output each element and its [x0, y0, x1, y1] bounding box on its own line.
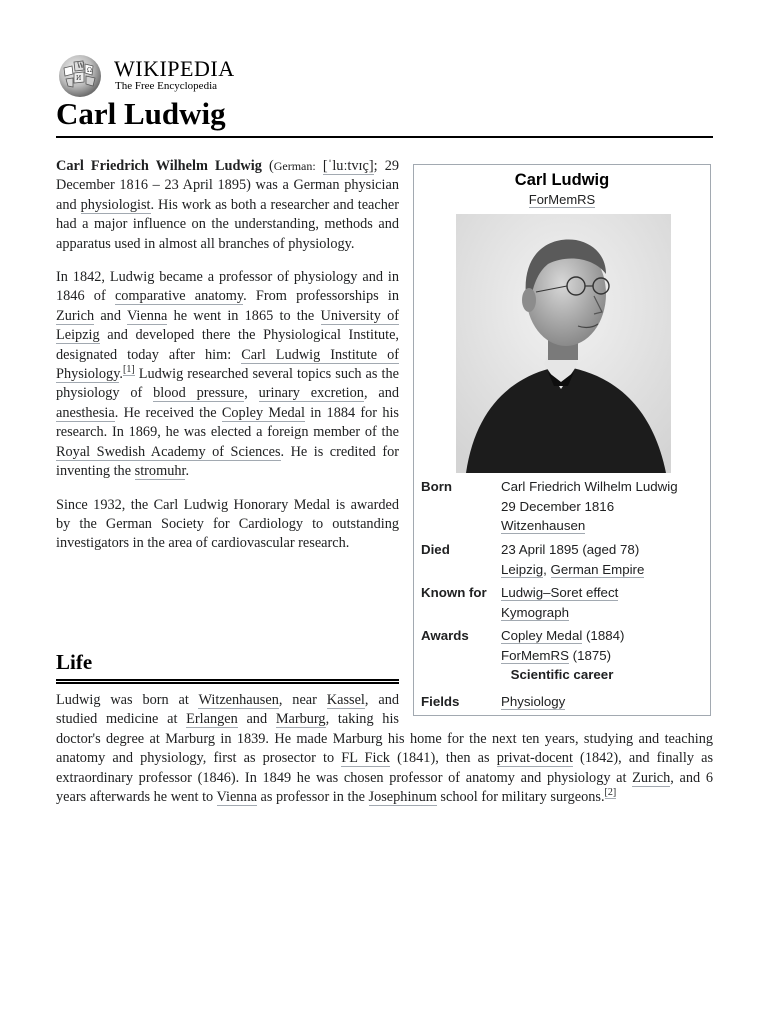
link-erlangen[interactable]: Erlangen: [186, 711, 238, 728]
died-place-link-leipzig[interactable]: Leipzig: [501, 561, 544, 577]
ipa-link[interactable]: [ˈluːtvɪç]: [322, 158, 374, 174]
text: (1841), then as: [389, 750, 497, 767]
lead-paragraph-3: Since 1932, the Carl Ludwig Honorary Medal is awarded by the German Society for Cardiology to outstanding investigators in the area of cardiovascular research.: [56, 496, 399, 552]
link-kassel[interactable]: Kassel: [326, 692, 365, 708]
text: and: [237, 711, 276, 728]
link-marburg[interactable]: Marburg: [275, 711, 326, 728]
infobox-career-header: Scientific career: [510, 667, 614, 682]
lead-paragraph-2: [56, 268, 399, 481]
text: (: [261, 158, 274, 174]
text: , taking his doctor's degree at Marburg in 1839. He made Marburg his home for the next ten years, studying and teaching anatomy and physiology, first as prosector to: [56, 711, 713, 767]
text: . He received the: [114, 404, 222, 421]
portrait-photo[interactable]: [456, 214, 671, 473]
infobox-label-awards: Awards: [421, 628, 469, 643]
link-fl-fick[interactable]: FL Fick: [341, 750, 390, 767]
text: , and: [363, 385, 400, 402]
text: In 1842, Ludwig became a professor of physiology and in 1846 of: [56, 269, 399, 305]
died-place-link-german-empire[interactable]: German Empire: [550, 561, 645, 577]
svg-text:И: И: [76, 75, 82, 82]
link-carl-ludwig-institute[interactable]: Carl Ludwig Institute of Physiology: [56, 346, 400, 383]
link-physiologist[interactable]: physiologist: [80, 196, 151, 213]
infobox-label-born: Born: [421, 479, 453, 494]
link-blood-pressure[interactable]: blood pressure: [153, 385, 245, 402]
lead-section: [56, 157, 399, 568]
born-name: Carl Friedrich Wilhelm Ludwig: [501, 479, 678, 494]
reference-2[interactable]: [2]: [604, 787, 617, 799]
text: .: [185, 463, 190, 480]
link-vienna[interactable]: Vienna: [126, 307, 168, 324]
text: ,: [244, 385, 259, 402]
born-date: 29 December 1816: [501, 498, 615, 514]
infobox-title: Carl Ludwig: [514, 171, 610, 189]
link-privat-docent[interactable]: privat-docent: [496, 750, 573, 767]
text: as professor in the: [256, 789, 369, 806]
separator: ,: [543, 561, 551, 577]
title-divider: [56, 136, 713, 138]
text: Ludwig researched several topics such as the physiology of: [56, 366, 399, 402]
link-university-of-leipzig[interactable]: University of Leipzig: [56, 307, 399, 344]
link-comparative-anatomy[interactable]: comparative anatomy: [114, 288, 244, 305]
text: .: [119, 366, 123, 383]
wikipedia-logo[interactable]: [56, 54, 256, 98]
section-heading-life: Life: [56, 650, 93, 674]
link-zurich[interactable]: Zurich: [632, 769, 671, 786]
born-place-link[interactable]: Witzenhausen: [501, 518, 586, 533]
link-anesthesia[interactable]: anesthesia: [56, 404, 115, 421]
text: , and 6 years afterwards he went to: [56, 769, 714, 806]
infobox-label-fields: Fields: [421, 694, 460, 709]
section-divider: [56, 679, 399, 684]
wikipedia-wordmark: WIKIPEDIA: [114, 56, 235, 81]
link-zurich[interactable]: Zurich: [56, 307, 95, 324]
text: [316, 158, 323, 174]
text: . His work as both a researcher and teacher had a major influence on the understanding, methods and apparatus used in almost all branches of physiology.: [56, 196, 400, 252]
text: ; 29 December 1816 – 23 April 1895) was a German physician and: [56, 158, 400, 213]
award-year: (1875): [568, 647, 612, 663]
died-date: 23 April 1895 (aged 78): [501, 542, 640, 557]
text: (1842), and finally as extraordinary professor (1846). In 1849 he was chosen professor of anatomy and physiology at: [56, 750, 714, 786]
wikipedia-tagline: The Free Encyclopedia: [115, 80, 218, 92]
infobox-label-died: Died: [421, 542, 450, 557]
text: he went in 1865 to the: [167, 307, 321, 324]
svg-text:Ω: Ω: [87, 67, 92, 74]
link-vienna[interactable]: Vienna: [216, 789, 257, 806]
text: . He is credited for inventing the: [56, 443, 399, 480]
text: . From professorships in: [243, 288, 400, 305]
text: Ludwig was born at: [56, 692, 199, 708]
wikipedia-globe-icon: [56, 54, 104, 98]
text: and developed there the Physiological Institute, designated today after him:: [56, 327, 399, 363]
reference-1[interactable]: [1]: [123, 364, 135, 376]
svg-text:W: W: [77, 62, 85, 70]
link-royal-swedish-academy[interactable]: Royal Swedish Academy of Sciences: [56, 443, 281, 460]
link-urinary-excretion[interactable]: urinary excretion: [258, 385, 364, 402]
link-stromuhr[interactable]: stromuhr: [134, 463, 186, 480]
award-link-copley-medal[interactable]: Copley Medal: [501, 628, 583, 643]
award-year: (1884): [582, 628, 625, 643]
award-link-formemrs[interactable]: ForMemRS: [501, 647, 569, 663]
language-label: German:: [273, 159, 316, 173]
text: school for military surgeons.: [436, 789, 605, 806]
known-for-link-kymograph[interactable]: Kymograph: [501, 604, 569, 620]
link-copley-medal[interactable]: Copley Medal: [221, 404, 305, 421]
page-title: Carl Ludwig: [56, 96, 226, 131]
known-for-link-ludwig-soret[interactable]: Ludwig–Soret effect: [501, 585, 619, 600]
infobox-label-known-for: Known for: [421, 585, 487, 600]
infobox: [413, 164, 711, 716]
text: in 1884 for his research. In 1869, he was elected a foreign member of the: [56, 404, 399, 441]
infobox-postnominal-link[interactable]: ForMemRS: [528, 192, 596, 207]
fields-link-physiology[interactable]: Physiology: [501, 694, 566, 709]
link-witzenhausen[interactable]: Witzenhausen: [198, 692, 279, 708]
link-josephinum[interactable]: Josephinum: [368, 789, 437, 806]
text: , near: [278, 692, 327, 708]
lead-paragraph-1: [56, 157, 399, 254]
text: , and studied medicine at: [56, 692, 399, 728]
subject-name: Carl Friedrich Wilhelm Ludwig: [56, 158, 262, 174]
text: and: [94, 307, 127, 324]
